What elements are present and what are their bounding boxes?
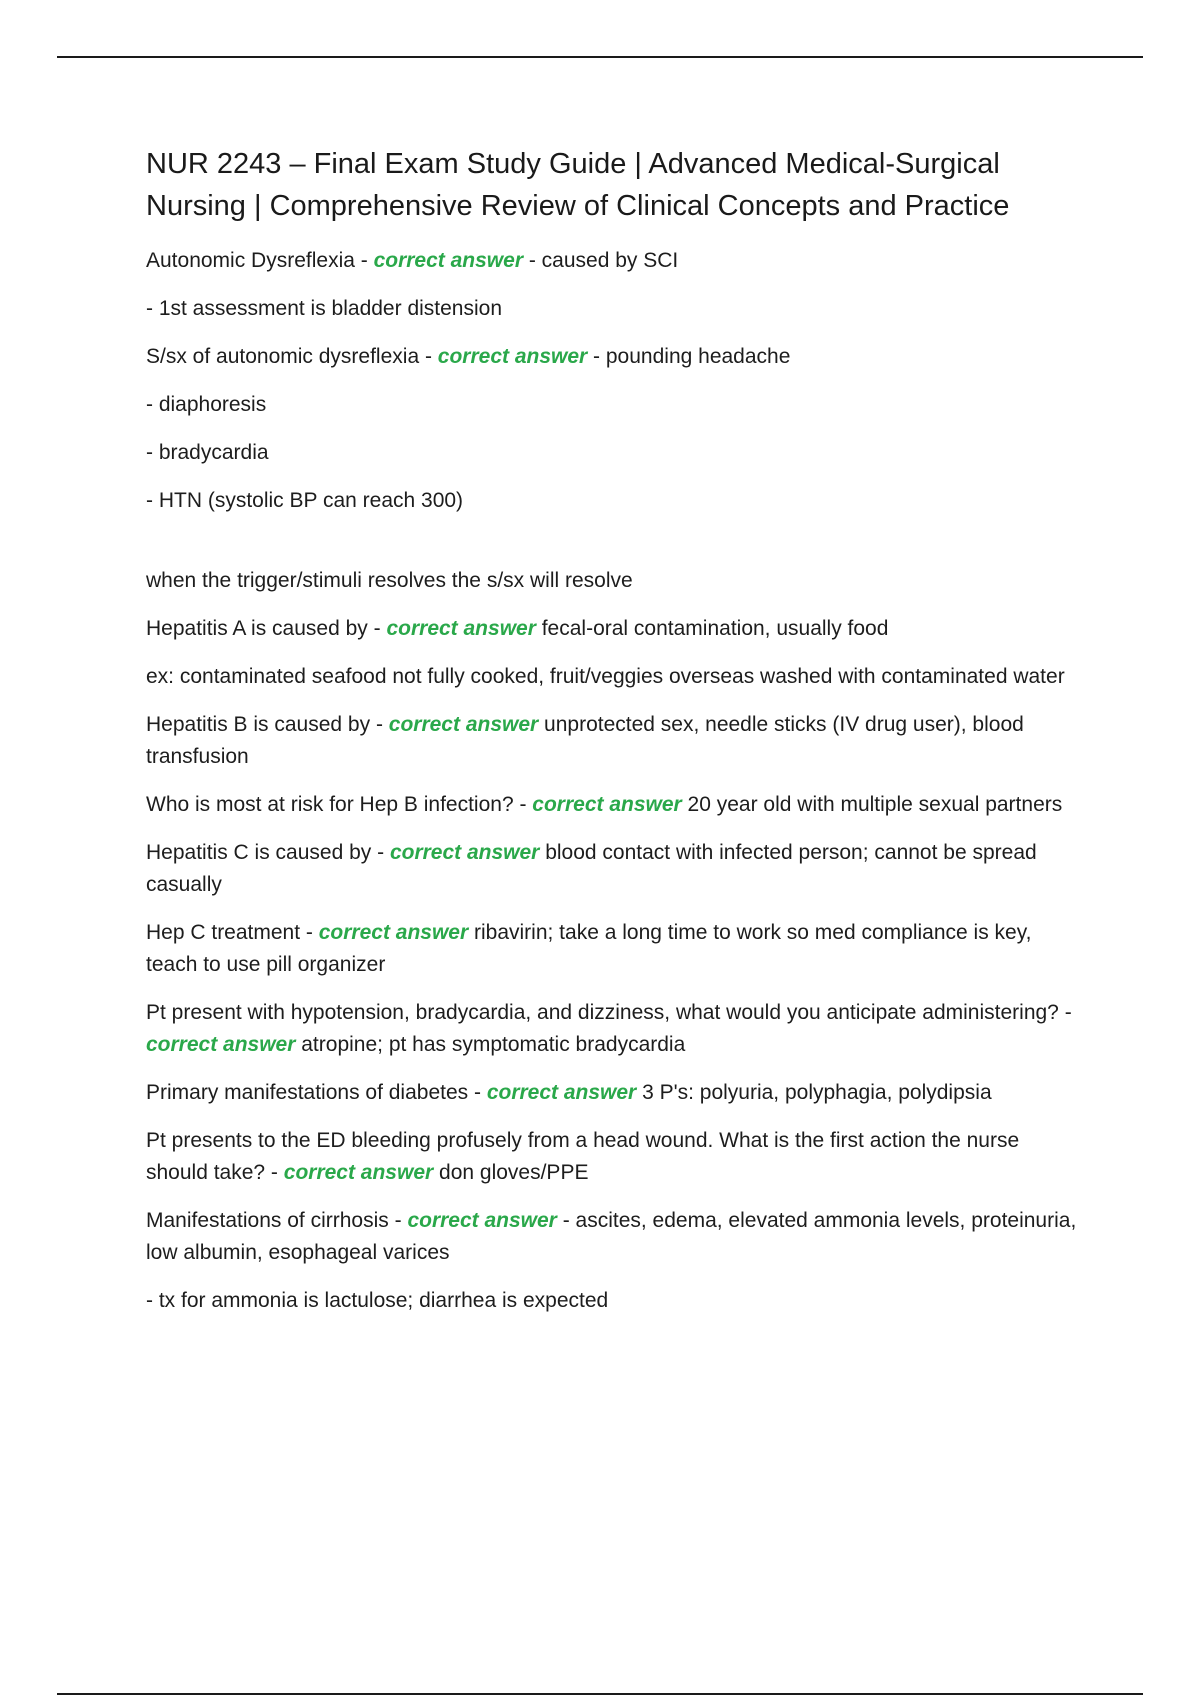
correct-answer-label: correct answer (486, 1081, 637, 1104)
correct-answer-label: correct answer (407, 1209, 557, 1232)
paragraph-hep-b-risk: Who is most at risk for Hep B infection? - correct answer 20 year old with multiple sexual partners (146, 793, 1063, 816)
paragraph-autonomic-dysreflexia: Autonomic Dysreflexia - correct answer - caused by SCI (146, 249, 679, 272)
correct-answer-label: correct answer (532, 793, 682, 816)
correct-answer-label: correct answer (386, 617, 536, 640)
correct-answer-label: correct answer (146, 1033, 296, 1056)
correct-answer-label: correct answer (318, 921, 469, 944)
paragraph-hepatitis-c: Hepatitis C is caused by - correct answer blood contact with infected person; cannot be spread casually (146, 841, 1037, 896)
paragraph-hep-c-treatment: Hep C treatment - correct answer ribavirin; take a long time to work so med compliance is key, teach to use pill organizer (146, 921, 1032, 976)
paragraph-bullet-htn: - HTN (systolic BP can reach 300) (146, 489, 464, 512)
paragraph-head-wound: Pt presents to the ED bleeding profusely from a head wound. What is the first action the nurse should take? - correct answer don gloves/PPE (146, 1129, 1020, 1184)
paragraph-bullet-bradycardia: - bradycardia (146, 441, 269, 464)
document-title: NUR 2243 – Final Exam Study Guide | Advanced Medical-Surgical Nursing | Comprehensive Review of Clinical Concepts and Practice (146, 148, 1010, 222)
paragraph-hepatitis-b: Hepatitis B is caused by - correct answer unprotected sex, needle sticks (IV drug user), blood transfusion (146, 713, 1024, 768)
correct-answer-label: correct answer (389, 841, 540, 864)
paragraph-trigger-resolves: when the trigger/stimuli resolves the s/sx will resolve (146, 569, 633, 592)
paragraph-symptomatic-bradycardia: Pt present with hypotension, bradycardia, and dizziness, what would you anticipate administering? - correct answer atropine; pt has symptomatic bradycardia (146, 1001, 1072, 1056)
paragraph-ssx-dysreflexia: S/sx of autonomic dysreflexia - correct answer - pounding headache (146, 345, 791, 368)
paragraph-bullet-diaphoresis: - diaphoresis (146, 393, 267, 416)
top-rule (57, 56, 1143, 58)
correct-answer-label: correct answer (388, 713, 539, 736)
paragraph-hepatitis-a: Hepatitis A is caused by - correct answer fecal-oral contamination, usually food (146, 617, 889, 640)
bottom-rule (57, 1693, 1143, 1695)
paragraph-bullet-lactulose: - tx for ammonia is lactulose; diarrhea is expected (146, 1289, 609, 1312)
paragraph-cirrhosis: Manifestations of cirrhosis - correct answer - ascites, edema, elevated ammonia levels, proteinuria, low albumin, esophageal varices (146, 1209, 1077, 1264)
correct-answer-label: correct answer (373, 249, 523, 272)
paragraph-bullet-bladder: - 1st assessment is bladder distension (146, 297, 503, 320)
paragraph-diabetes: Primary manifestations of diabetes - correct answer 3 P's: polyuria, polyphagia, polydipsia (146, 1081, 992, 1104)
correct-answer-label: correct answer (283, 1161, 434, 1184)
correct-answer-label: correct answer (437, 345, 588, 368)
paragraph-hep-a-example: ex: contaminated seafood not fully cooked, fruit/veggies overseas washed with contaminated water (146, 665, 1065, 688)
document-body (146, 143, 1086, 1333)
